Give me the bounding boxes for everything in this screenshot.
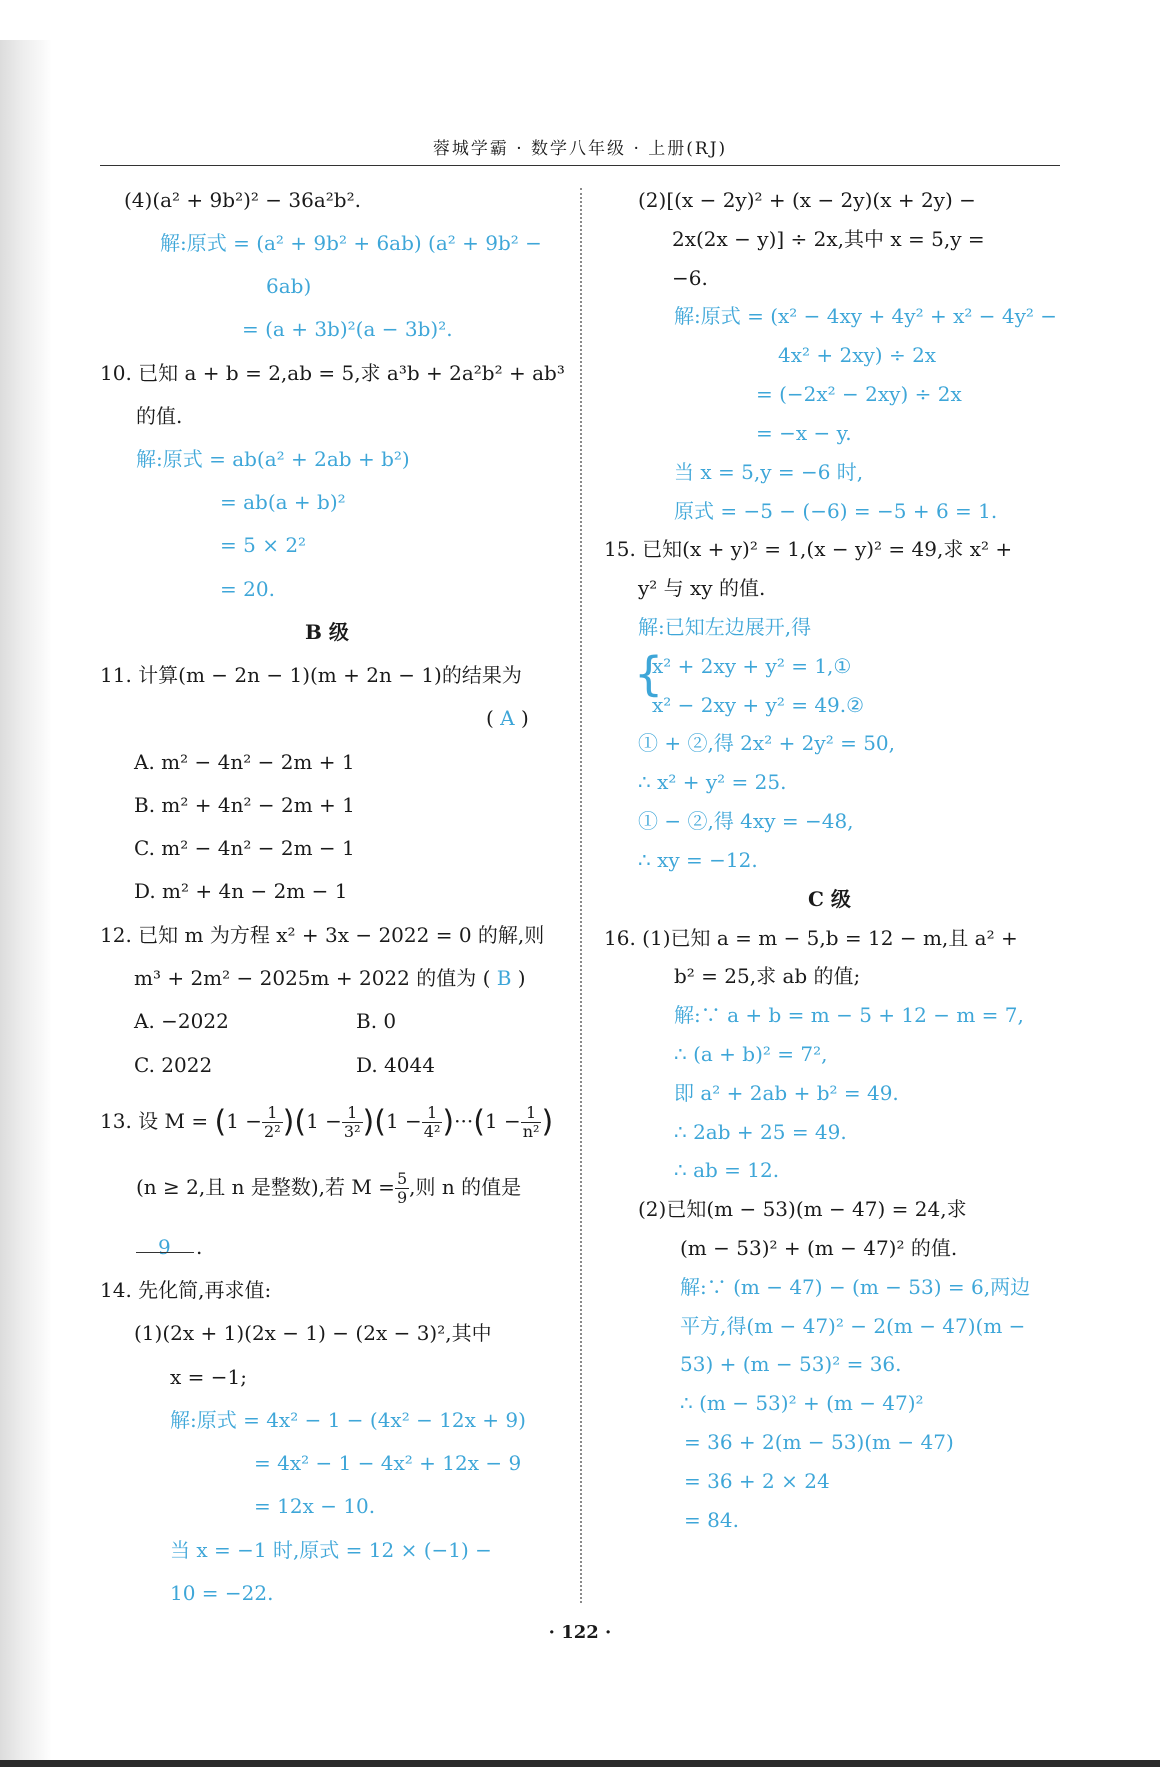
q10-sol-line3: = 5 × 2² <box>220 533 307 557</box>
q15-sol-line5: ∴ x² + y² = 25. <box>638 770 787 794</box>
q16-sol2-line5: = 36 + 2(m − 53)(m − 47) <box>684 1430 954 1454</box>
q13-frac-2 <box>342 1104 363 1141</box>
q13-frac-1 <box>262 1104 283 1141</box>
q13-one-b: 1 − <box>306 1109 342 1133</box>
paren-open: ( <box>374 1104 386 1140</box>
paren-open: ( <box>473 1104 485 1140</box>
q14b-sol-line6: 原式 = −5 − (−6) = −5 + 6 = 1. <box>674 499 998 523</box>
q16-sol2-line2: 平方,得(m − 47)² − 2(m − 47)(m − <box>680 1314 1026 1338</box>
q11-answer: A <box>500 706 515 730</box>
q14-part2-line3: −6. <box>672 266 708 290</box>
q13-stem <box>100 1095 553 1149</box>
q11-stem: 11. 计算(m − 2n − 1)(m + 2n − 1)的结果为 <box>100 663 522 687</box>
q10-sol-line1: 解:原式 = ab(a² + 2ab + b²) <box>136 447 410 471</box>
grade-b-heading: B 级 <box>305 620 349 644</box>
header-rule <box>100 165 1060 166</box>
q14-sol-line4: 当 x = −1 时,原式 = 12 × (−1) − <box>170 1538 492 1562</box>
paren-close: ) <box>541 1104 554 1140</box>
q14b-sol-line4: = −x − y. <box>756 421 852 445</box>
q13-frac-1-den: 2² <box>264 1122 281 1141</box>
q11-option-a: A. m² − 4n² − 2m + 1 <box>134 750 355 774</box>
q13-label: 13. 设 M = <box>100 1109 209 1133</box>
q15-sol-line1: 解:已知左边展开,得 <box>638 615 812 639</box>
q12-stem-2-text: m³ + 2m² − 2025m + 2022 的值为 ( <box>134 966 497 990</box>
q14-part2-line2: 2x(2x − y)] ÷ 2x,其中 x = 5,y = <box>672 227 985 251</box>
q16-sol2-line6: = 36 + 2 × 24 <box>684 1469 830 1493</box>
q11-answer-slot <box>486 705 529 731</box>
grade-c-heading: C 级 <box>808 887 851 911</box>
q13-frac-2-num: 1 <box>342 1104 363 1123</box>
q12-answer: B <box>496 966 512 990</box>
q14-stem: 14. 先化简,再求值: <box>100 1278 272 1302</box>
q14b-sol-line5: 当 x = 5,y = −6 时, <box>674 460 864 484</box>
q12-stem-2 <box>134 965 526 991</box>
q15-sol-line6: ① − ②,得 4xy = −48, <box>638 809 854 833</box>
q9-sol-line3: = (a + 3b)²(a − 3b)². <box>242 317 453 341</box>
q12-close-paren: ) <box>511 966 526 990</box>
q13-tail: ,则 n 的值是 <box>409 1175 522 1199</box>
q16-sol2-line1: 解:∵ (m − 47) − (m − 53) = 6,两边 <box>680 1275 1031 1299</box>
q14b-sol-line2: 4x² + 2xy) ÷ 2x <box>778 343 937 367</box>
paren-open: ( <box>294 1104 307 1140</box>
q13-frac-1-num: 1 <box>262 1104 283 1123</box>
q13-frac-3-den: 4² <box>423 1122 441 1141</box>
q14-sol-line1: 解:原式 = 4x² − 1 − (4x² − 12x + 9) <box>170 1408 526 1432</box>
q13-frac-4-den: n² <box>522 1122 540 1141</box>
q16-sol1-line5: ∴ ab = 12. <box>674 1158 780 1182</box>
q13-cond-text: (n ≥ 2,且 n 是整数),若 M = <box>136 1175 395 1199</box>
q13-frac-3 <box>422 1104 443 1141</box>
q15-stem-2: y² 与 xy 的值. <box>638 576 766 600</box>
q16-stem: 16. (1)已知 a = m − 5,b = 12 − m,且 a² + <box>604 926 1018 950</box>
q16-sol2-line3: 53) + (m − 53)² = 36. <box>680 1352 902 1376</box>
q10-sol-line2: = ab(a + b)² <box>220 490 346 514</box>
q11-open-paren: ( <box>486 706 501 730</box>
q16-part2-line2: (m − 53)² + (m − 47)² 的值. <box>680 1236 958 1260</box>
q14-part2: (2)[(x − 2y)² + (x − 2y)(x + 2y) − <box>638 188 976 212</box>
q14-part1-cond: x = −1; <box>170 1365 247 1389</box>
q13-m-den: 9 <box>396 1188 408 1207</box>
paren-close: ) <box>282 1104 295 1140</box>
paren-open: ( <box>214 1104 227 1140</box>
q9-part4: (4)(a² + 9b²)² − 36a²b². <box>124 188 361 212</box>
bottom-bar <box>0 1760 1160 1767</box>
q13-frac-4-num: 1 <box>521 1104 542 1123</box>
q16-sol1-line2: ∴ (a + b)² = 7², <box>674 1042 828 1066</box>
q13-frac-3-num: 1 <box>422 1104 443 1123</box>
q13-one-a: 1 − <box>226 1109 263 1133</box>
q15-eq1: x² + 2xy + y² = 1,① <box>652 654 852 678</box>
q16-sol1-line4: ∴ 2ab + 25 = 49. <box>674 1120 847 1144</box>
page-number: · 122 · <box>548 1622 612 1643</box>
q15-stem: 15. 已知(x + y)² = 1,(x − y)² = 49,求 x² + <box>604 537 1013 561</box>
q13-one-d: 1 − <box>484 1109 521 1133</box>
q14-sol-line3: = 12x − 10. <box>254 1494 376 1518</box>
q13-one-c: 1 − <box>385 1109 422 1133</box>
q11-option-d: D. m² + 4n − 2m − 1 <box>134 879 348 903</box>
q15-sol-line4: ① + ②,得 2x² + 2y² = 50, <box>638 731 896 755</box>
q16-sol2-line7: = 84. <box>684 1508 739 1532</box>
q16-part2: (2)已知(m − 53)(m − 47) = 24,求 <box>638 1197 967 1221</box>
paren-close: ) <box>362 1104 375 1140</box>
q10-sol-line4: = 20. <box>220 577 275 601</box>
q12-option-c: C. 2022 <box>134 1053 213 1077</box>
q9-sol-line1: 解:原式 = (a² + 9b² + 6ab) (a² + 9b² − <box>160 231 542 255</box>
q16-stem-2: b² = 25,求 ab 的值; <box>674 964 861 988</box>
q15-sol-line7: ∴ xy = −12. <box>638 848 758 872</box>
q13-ellipsis: ··· <box>454 1109 474 1133</box>
q14-sol-line5: 10 = −22. <box>170 1581 274 1605</box>
q14b-sol-line1: 解:原式 = (x² − 4xy + 4y² + x² − 4y² − <box>674 304 1057 328</box>
q12-option-a: A. −2022 <box>134 1009 229 1033</box>
q13-m-frac <box>395 1170 409 1207</box>
q16-sol1-line3: 即 a² + 2ab + b² = 49. <box>674 1081 899 1105</box>
q12-option-b: B. 0 <box>356 1009 397 1033</box>
q13-frac-2-den: 3² <box>343 1122 361 1141</box>
q10-stem <box>100 360 565 386</box>
q10-stem-text: 10. 已知 a + b = 2,ab = 5,求 a³b + 2a²b² + ab³ <box>100 361 565 385</box>
paren-close: ) <box>442 1104 455 1140</box>
q15-eq2: x² − 2xy + y² = 49.② <box>652 693 865 717</box>
q11-option-b: B. m² + 4n² − 2m + 1 <box>134 793 355 817</box>
q13-end: . <box>196 1235 203 1259</box>
page-edge-shadow <box>0 40 52 1760</box>
q10-stem-2: 的值. <box>136 404 183 428</box>
q12-option-d: D. 4044 <box>356 1053 435 1077</box>
q15-system-brace: { <box>634 647 664 701</box>
q16-sol2-line4: ∴ (m − 53)² + (m − 47)² <box>680 1391 924 1415</box>
q13-answer: 9 <box>158 1235 171 1259</box>
q13-frac-4 <box>521 1104 542 1141</box>
q13-answer-blank <box>136 1252 194 1253</box>
q12-stem: 12. 已知 m 为方程 x² + 3x − 2022 = 0 的解,则 <box>100 923 545 947</box>
q11-option-c: C. m² − 4n² − 2m − 1 <box>134 836 355 860</box>
q14b-sol-line3: = (−2x² − 2xy) ÷ 2x <box>756 382 962 406</box>
page-header: 蓉城学霸 · 数学八年级 · 上册(RJ) <box>432 139 728 159</box>
q13-m-num: 5 <box>396 1169 408 1188</box>
column-divider <box>580 188 582 1603</box>
q16-sol1-line1: 解:∵ a + b = m − 5 + 12 − m = 7, <box>674 1003 1024 1027</box>
q9-sol-line2: 6ab) <box>266 274 312 298</box>
q13-condition <box>136 1165 521 1209</box>
q14-part1: (1)(2x + 1)(2x − 1) − (2x − 3)²,其中 <box>134 1321 492 1345</box>
q11-close-paren: ) <box>514 706 529 730</box>
q14-sol-line2: = 4x² − 1 − 4x² + 12x − 9 <box>254 1451 522 1475</box>
